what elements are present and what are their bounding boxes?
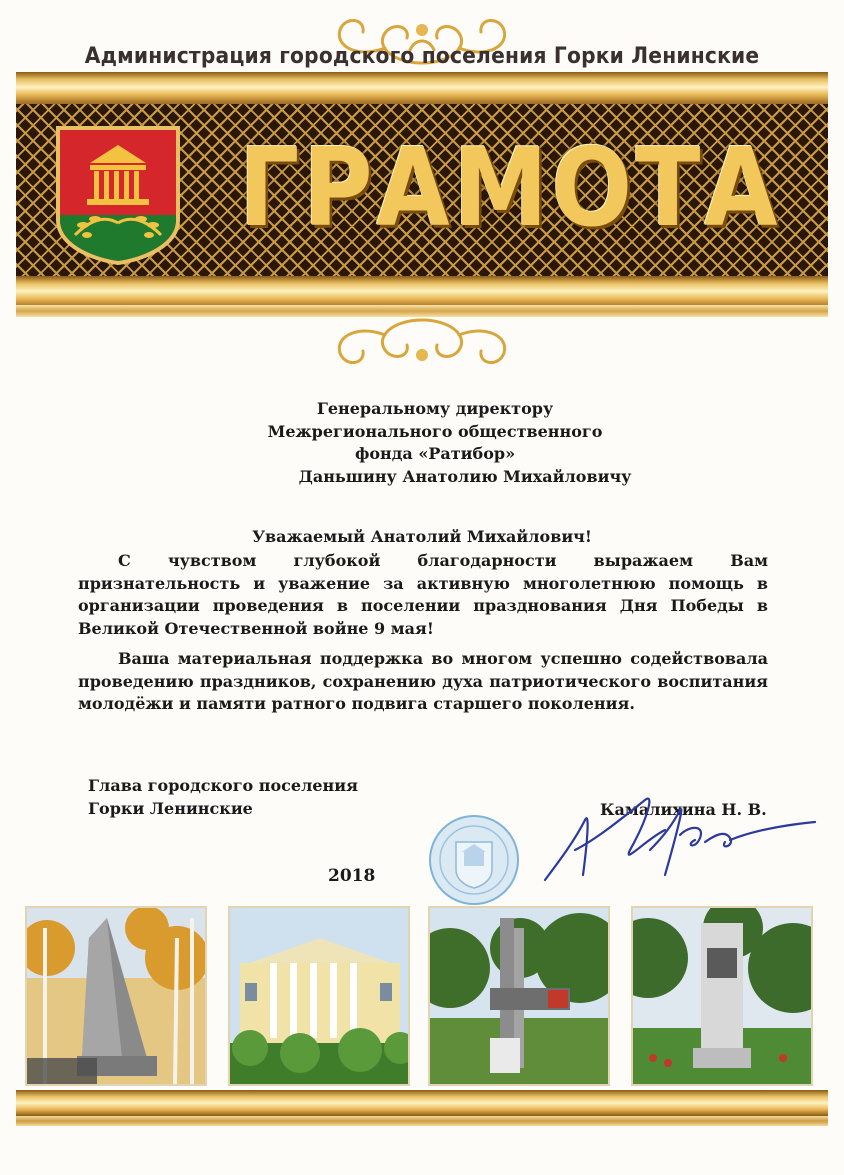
photo-monument-birches <box>27 908 205 1084</box>
addressee-line: фонда «Ратибор» <box>354 444 516 463</box>
administration-title: Администрация городского поселения Горки Ленинские <box>84 44 760 69</box>
letter-paragraph: Ваша материальная поддержка во многом успешно содействовала проведению праздников, сохранению духа патриотического воспитания молодёжи и памяти ратного подвига старшего поколения. <box>78 649 768 713</box>
banner-top-border <box>16 72 828 106</box>
photo-manor-house <box>230 908 408 1084</box>
bottom-ornament <box>315 315 530 375</box>
footer-border <box>16 1090 828 1116</box>
salutation: Уважаемый Анатолий Михайлович! <box>252 527 592 546</box>
footer-trim <box>16 1116 828 1126</box>
signer-position-line: Горки Ленинские <box>88 798 253 818</box>
photo-memorial-bust <box>633 908 811 1084</box>
coat-of-arms-icon <box>55 125 181 265</box>
addressee-block <box>200 398 670 488</box>
official-seal-icon <box>428 814 520 906</box>
signer-position-line: Глава городского поселения <box>88 776 358 795</box>
photo-village-sign <box>430 908 608 1084</box>
addressee-line: Межрегионального общественного <box>267 421 603 441</box>
signer-name: Камалихина Н. В. <box>600 800 767 819</box>
certificate-year: 2018 <box>328 866 376 886</box>
letter-body <box>78 550 768 724</box>
signer-position <box>88 775 358 820</box>
addressee-name: Даньшину Анатолию Михайловичу <box>298 466 632 486</box>
letter-paragraph: С чувством глубокой благодарности выражаем Вам признательность и уважение за активную многолетнюю помощь в организации проведения в поселении празднования Дня Победы в Великой Отечественной войне 9 мая! <box>78 551 768 638</box>
certificate-title: ГРАМОТА <box>238 126 782 251</box>
handwritten-signature <box>535 780 820 895</box>
addressee-line: Генеральному директору <box>316 399 554 418</box>
